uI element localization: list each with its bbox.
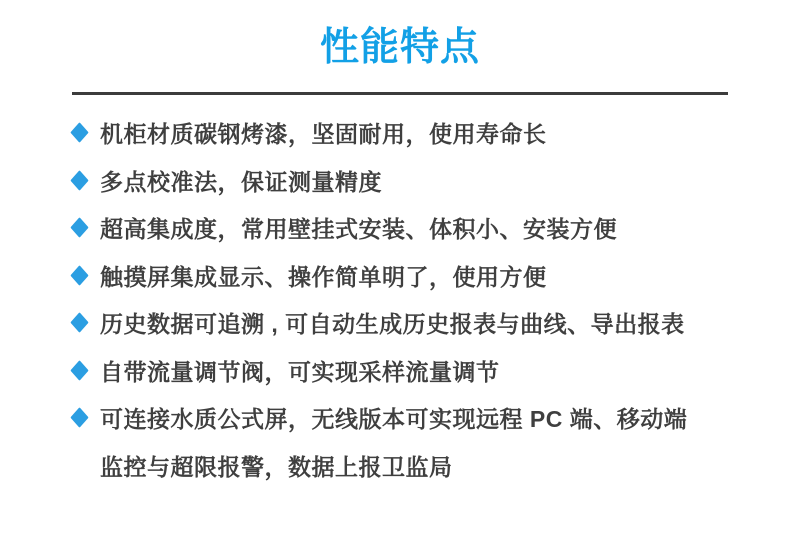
feature-item bbox=[70, 396, 730, 491]
diamond-bullet-icon bbox=[70, 265, 88, 286]
feature-text: 多点校准法，保证测量精度 bbox=[100, 168, 382, 195]
title-divider bbox=[72, 92, 728, 95]
diamond-bullet-icon bbox=[70, 170, 88, 191]
feature-list bbox=[70, 111, 730, 491]
diamond-bullet-icon bbox=[70, 122, 88, 143]
feature-text: 可连接水质公式屏，无线版本可实现远程 PC 端、移动端监控与超限报警，数据上报卫监局 bbox=[100, 406, 688, 480]
feature-item bbox=[70, 254, 730, 302]
feature-text: 历史数据可追溯 , 可自动生成历史报表与曲线、导出报表 bbox=[100, 311, 685, 337]
feature-item bbox=[70, 159, 730, 207]
diamond-bullet-icon bbox=[70, 217, 88, 238]
feature-item bbox=[70, 349, 730, 397]
feature-text: 超高集成度，常用壁挂式安装、体积小、安装方便 bbox=[100, 216, 617, 242]
diamond-bullet-icon bbox=[70, 312, 88, 333]
feature-text: 机柜材质碳钢烤漆，坚固耐用，使用寿命长 bbox=[100, 121, 547, 147]
feature-item bbox=[70, 301, 730, 349]
diamond-bullet-icon bbox=[70, 407, 88, 428]
feature-text: 触摸屏集成显示、操作简单明了，使用方便 bbox=[100, 263, 547, 290]
feature-item bbox=[70, 111, 730, 159]
diamond-bullet-icon bbox=[70, 360, 88, 381]
feature-text: 自带流量调节阀，可实现采样流量调节 bbox=[100, 358, 500, 385]
feature-item bbox=[70, 206, 730, 254]
page-title: 性能特点 bbox=[319, 26, 480, 69]
